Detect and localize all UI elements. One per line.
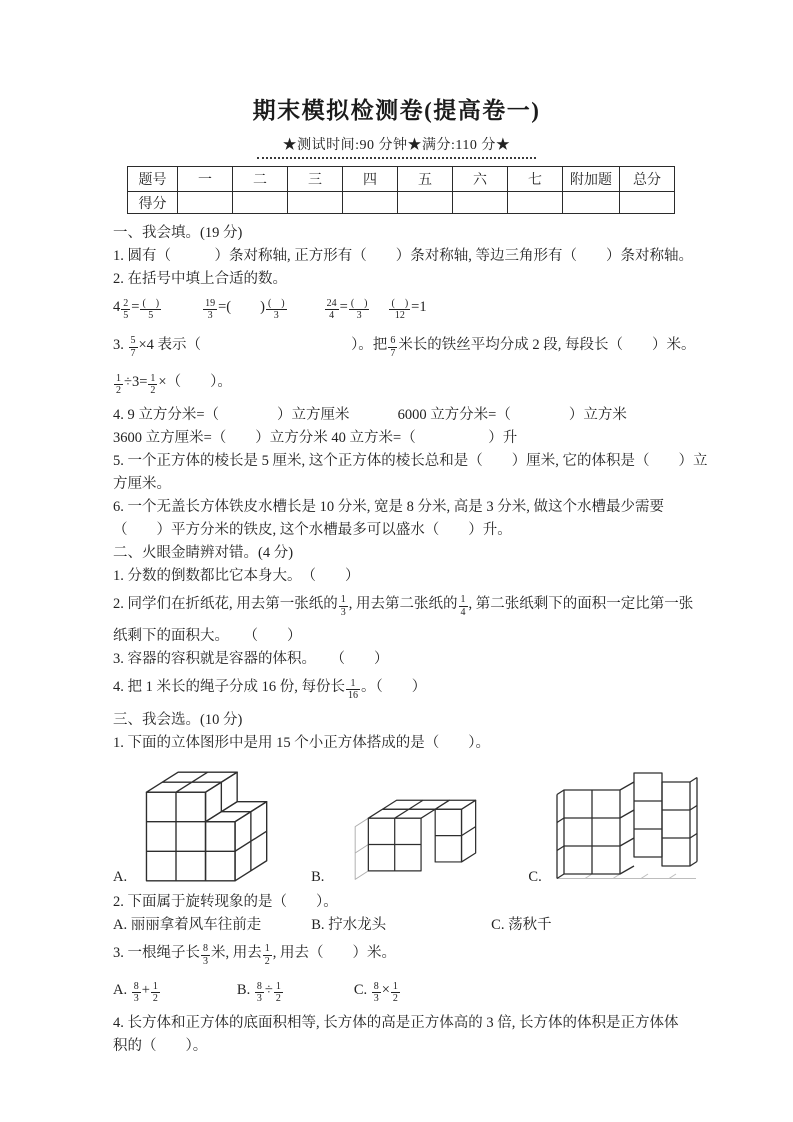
page-title: 期末模拟检测卷(提高卷一) [252, 98, 541, 123]
s2-q2b [113, 625, 733, 648]
cube-figure-b [326, 789, 486, 885]
text-segment: A. 丽丽拿着风车往前走 [113, 916, 262, 933]
text-segment: 6000 立方分米=（ ）立方米 [397, 406, 627, 423]
score-table-cell: 一 [178, 167, 233, 192]
fraction [346, 678, 360, 702]
score-table-empty-cell [563, 192, 620, 214]
s3-q4a [113, 1012, 733, 1035]
text-segment: , 用去第二张纸的 [348, 595, 458, 612]
text-segment: 3. 一根绳子长 [113, 944, 200, 961]
figure-option-a [113, 769, 281, 885]
score-table [127, 166, 675, 214]
fraction-denominator: 2 [264, 955, 270, 967]
text-segment: 4 [113, 299, 121, 315]
text-segment: 1. 分数的倒数都比它本身大。 （ ） [113, 567, 360, 584]
text-segment: ）。把 [351, 336, 388, 353]
sec1-heading [113, 222, 733, 245]
s2-q2a [113, 588, 733, 626]
fraction-denominator: 16 [348, 690, 358, 701]
fraction-denominator: 4 [460, 606, 466, 618]
fraction-denominator: 2 [116, 385, 121, 396]
fraction-denominator: 3 [266, 309, 287, 322]
text-segment: 。（ ） [361, 679, 427, 695]
s3-q3-options [113, 974, 733, 1012]
s3-q3 [113, 937, 733, 975]
score-table-empty-cell [288, 192, 343, 214]
text-segment: =( ) [218, 299, 265, 315]
s3-q4b [113, 1035, 733, 1058]
fraction-denominator: 3 [203, 309, 217, 322]
fraction-denominator: 3 [373, 993, 379, 1004]
cube-figure-a [129, 769, 281, 885]
fraction [391, 981, 400, 1005]
spacing-gap [370, 310, 388, 311]
text-segment: 一、我会填。(19 分) [113, 225, 243, 241]
spacing-gap [161, 993, 237, 994]
text-segment: 4. 9 立方分米=（ ）立方厘米 [113, 406, 350, 423]
fraction-denominator: 3 [349, 309, 370, 322]
fraction [263, 943, 272, 967]
score-table-empty-cell [343, 192, 398, 214]
fraction-numerator: 1 [116, 372, 121, 384]
score-table-empty-cell [508, 192, 563, 214]
fraction [203, 298, 217, 322]
text-segment: ×（ ）。 [158, 374, 232, 390]
text-segment: =1 [411, 299, 427, 315]
s1-q3a [113, 329, 733, 367]
fraction [114, 373, 123, 397]
fraction-denominator: 7 [390, 347, 396, 359]
fraction [274, 981, 283, 1005]
fraction [339, 594, 348, 618]
s1-q2-equations [113, 291, 733, 329]
fraction [148, 373, 157, 397]
figure-label-b: B. [311, 868, 325, 885]
text-segment: 3. 容器的容积就是容器的体积。 （ ） [113, 651, 389, 667]
text-segment: 2. 在括号中填上合适的数。 [113, 271, 287, 287]
fraction [151, 981, 160, 1005]
text-segment: 1. 圆有（ ）条对称轴, 正方形有（ ）条对称轴, 等边三角形有（ ）条对称轴。 [113, 248, 693, 264]
score-table-cell: 二 [233, 167, 288, 192]
score-table-header-row [128, 167, 675, 192]
fraction [132, 981, 141, 1005]
score-table-cell: 题号 [128, 167, 178, 192]
text-segment: 3600 立方厘米=（ ）立方分米 40 立方米=（ ）升 [113, 429, 518, 446]
fraction [129, 335, 138, 359]
s2-q4 [113, 671, 733, 709]
score-table-empty-cell [398, 192, 453, 214]
fraction-denominator: 3 [133, 993, 139, 1004]
figure-label-a: A. [113, 868, 128, 885]
text-segment: 6. 一个无盖长方体铁皮水槽长是 10 分米, 宽是 8 分米, 高是 3 分米, 做这个水槽最少需要 [113, 498, 664, 515]
fraction [388, 335, 397, 359]
text-segment: 2. 同学们在折纸花, 用去第一张纸的 [113, 595, 338, 612]
score-table-cell: 七 [508, 167, 563, 192]
score-table-cell: 六 [453, 167, 508, 192]
fraction-numerator: 1 [460, 594, 466, 605]
text-segment: 二、火眼金睛辨对错。(4 分) [113, 544, 294, 561]
fraction-denominator: 4 [325, 309, 339, 322]
fraction-numerator: 8 [373, 980, 379, 992]
score-table-empty-cell [233, 192, 288, 214]
score-table-cell: 附加题 [563, 167, 620, 192]
cube-figure-c [544, 765, 714, 885]
fraction [389, 298, 410, 322]
text-segment: 4. 把 1 米长的绳子分成 16 份, 每份长 [113, 679, 345, 695]
spacing-gap [350, 418, 398, 419]
fraction [459, 594, 468, 618]
text-segment: , 用去（ ）米。 [272, 944, 396, 961]
fraction-numerator: 1 [152, 980, 158, 992]
fraction-denominator: 3 [340, 606, 346, 618]
spacing-gap [386, 928, 491, 929]
figure-label-c: C. [528, 868, 542, 885]
text-segment: 方厘米。 [113, 475, 171, 492]
s1-q6a [113, 496, 733, 519]
s1-q6b [113, 519, 733, 542]
text-segment: 4. 长方体和正方体的底面积相等, 长方体的高是正方体高的 3 倍, 长方体的体积是正方体体 [113, 1014, 679, 1031]
fraction [349, 298, 370, 322]
text-segment: 积的（ ）。 [113, 1037, 208, 1054]
text-segment: （ ）平方分米的铁皮, 这个水槽最多可以盛水（ ）升。 [113, 521, 512, 538]
spacing-gap [201, 348, 351, 349]
s1-q1 [113, 245, 733, 268]
paper-header [0, 0, 793, 159]
text-segment: = [339, 299, 348, 315]
text-segment: ÷ [264, 982, 273, 998]
score-table-body [128, 167, 675, 214]
text-segment: 5. 一个正方体的棱长是 5 厘米, 这个正方体的棱长总和是（ ）厘米, 它的体积是（ ）立 [113, 452, 708, 469]
text-segment: ×4 表示（ [138, 336, 202, 353]
test-info-line: ★测试时间:90 分钟★满分:110 分★ [257, 134, 537, 159]
fraction [121, 298, 130, 322]
fraction-denominator: 5 [140, 309, 161, 322]
fraction [140, 298, 161, 322]
fraction-numerator: ( ) [391, 297, 409, 309]
s3-q2 [113, 891, 733, 914]
s1-q2 [113, 268, 733, 291]
fraction-numerator: ( ) [350, 297, 368, 309]
text-segment: , 第二张纸剩下的面积一定比第一张 [468, 595, 694, 612]
text-segment: 三、我会选。(10 分) [113, 711, 243, 728]
spacing-gap [288, 310, 324, 311]
fraction-denominator: 2 [275, 993, 281, 1004]
fraction-numerator: ( ) [267, 297, 285, 309]
s1-q3b [113, 366, 733, 404]
score-table-cell: 四 [343, 167, 398, 192]
score-table-cell: 得分 [128, 192, 178, 214]
fraction-numerator: 1 [150, 372, 156, 384]
fraction-numerator: 8 [133, 980, 139, 992]
text-segment: ÷3= [124, 374, 148, 390]
fraction [372, 981, 381, 1005]
text-segment: × [381, 982, 390, 998]
fraction [255, 981, 264, 1005]
s3-q1 [113, 732, 733, 755]
fraction-numerator: 24 [326, 297, 337, 309]
figure-option-c [528, 765, 713, 885]
text-segment: + [141, 982, 150, 998]
fraction-numerator: 1 [340, 594, 346, 605]
text-segment: A. [113, 982, 131, 998]
fraction-denominator: 7 [130, 347, 136, 359]
fraction-denominator: 2 [392, 993, 398, 1004]
fraction [201, 943, 210, 967]
text-segment: 米长的铁丝平均分成 2 段, 每段长（ ）米。 [398, 336, 696, 353]
subtitle-wrap [0, 134, 793, 159]
text-segment: 3. [113, 336, 128, 353]
fraction-numerator: 2 [123, 297, 129, 309]
fraction-numerator: 19 [205, 297, 216, 309]
score-table-cell: 三 [288, 167, 343, 192]
s1-q5a [113, 450, 733, 473]
text-segment: C. 荡秋千 [491, 916, 552, 933]
fraction-denominator: 12 [389, 309, 410, 322]
score-table-cell: 五 [398, 167, 453, 192]
sec2-heading [113, 542, 733, 565]
fraction-numerator: 8 [203, 943, 208, 954]
text-segment: B. 拧水龙头 [311, 916, 387, 933]
fraction [266, 298, 287, 322]
score-table-empty-cell [178, 192, 233, 214]
s2-q1 [113, 565, 733, 588]
s1-q4a [113, 404, 733, 427]
spacing-gap [284, 993, 354, 994]
score-table-empty-cell [620, 192, 675, 214]
spacing-gap [162, 310, 202, 311]
fraction-numerator: 1 [392, 980, 398, 992]
fraction-denominator: 2 [150, 385, 156, 396]
fraction-numerator: ( ) [142, 297, 160, 309]
fraction-numerator: 1 [350, 677, 356, 689]
text-segment: C. [353, 982, 371, 998]
text-segment: 2. 下面属于旋转现象的是（ ）。 [113, 893, 338, 910]
cube-figures-row [113, 765, 733, 885]
s3-q2-options [113, 914, 733, 937]
text-segment: 1. 下面的立体图形中是用 15 个小正方体搭成的是（ ）。 [113, 734, 490, 751]
score-table-score-row [128, 192, 675, 214]
fraction-numerator: 6 [390, 335, 396, 346]
fraction-numerator: 1 [264, 943, 270, 954]
fraction-denominator: 2 [152, 993, 158, 1004]
text-segment: B. [236, 982, 254, 998]
score-table-cell: 总分 [620, 167, 675, 192]
fraction-numerator: 5 [130, 335, 136, 346]
text-segment: = [131, 299, 140, 315]
text-segment: 纸剩下的面积大。 （ ） [113, 628, 302, 644]
score-table-empty-cell [453, 192, 508, 214]
fraction-numerator: 8 [256, 980, 262, 992]
s1-q5b [113, 473, 733, 496]
text-segment: 米, 用去 [211, 944, 262, 961]
sec3-heading [113, 709, 733, 732]
fraction-denominator: 3 [256, 993, 262, 1004]
figure-option-b [311, 789, 486, 885]
fraction [325, 298, 339, 322]
spacing-gap [261, 928, 311, 929]
fraction-denominator: 5 [123, 310, 129, 321]
body-lines [0, 218, 793, 1058]
fraction-numerator: 1 [275, 980, 281, 992]
s1-q4b [113, 427, 733, 450]
s2-q3 [113, 648, 733, 671]
fraction-denominator: 3 [203, 955, 208, 967]
